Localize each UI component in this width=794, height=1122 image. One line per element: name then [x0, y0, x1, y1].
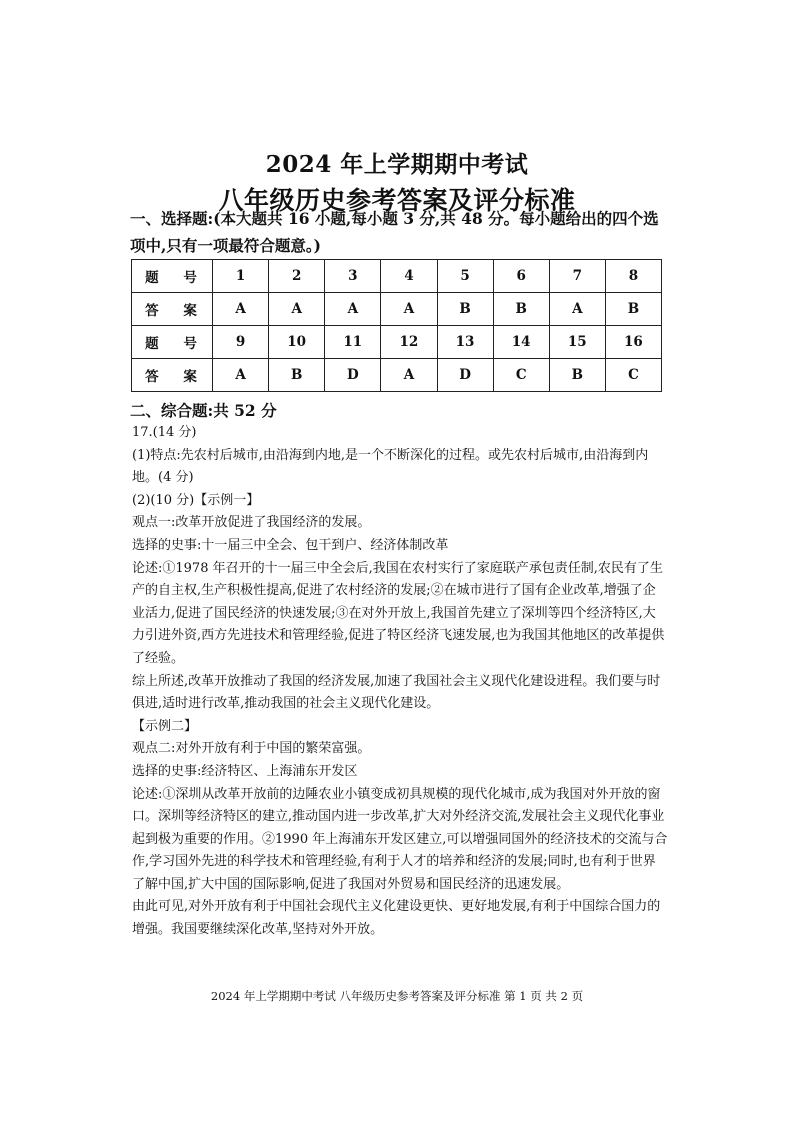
answer-table — [131, 259, 662, 392]
answer-cell: A — [325, 293, 381, 326]
answer-cell: C — [493, 359, 549, 392]
section1-heading: 一、选择题:(本大题共 16 小题,每小题 3 分,共 48 分。每小题给出的四个选项中,只有一项最符合题意。) — [130, 209, 659, 255]
question-number: 10 — [269, 326, 325, 359]
page-footer: 2024 年上学期期中考试 八年级历史参考答案及评分标准 第 1 页 共 2 页 — [210, 989, 584, 1003]
answer-cell: D — [437, 359, 493, 392]
answer-cell: B — [605, 293, 661, 326]
chosen-events-1: 选择的史事:十一届三中全会、包干到户、经济体制改革 — [132, 537, 449, 553]
question-number: 14 — [493, 326, 549, 359]
row-label-answer: 答 案 — [132, 359, 213, 392]
question-number: 15 — [549, 326, 605, 359]
table-row-answers-2 — [132, 359, 662, 392]
question-number: 7 — [549, 260, 605, 293]
answer-cell: A — [381, 359, 437, 392]
exam-title: 2024 年上学期期中考试 — [265, 151, 529, 178]
answer-cell: B — [493, 293, 549, 326]
section2-heading: 二、综合题:共 52 分 — [130, 401, 277, 420]
question-number: 1 — [213, 260, 269, 293]
question-number: 5 — [437, 260, 493, 293]
question-number: 9 — [213, 326, 269, 359]
argument-2: 论述:①深圳从改革开放前的边陲农业小镇变成初具规模的现代化城市,成为我国对外开放的窗口。深圳等经济特区的建立,推动国内进一步改革,扩大对外经济交流,发展社会主义现代化事业起到极为重要的作用。②1990 年上海浦东开发区建立,可以增强同国外的经济技术的交流与合作,学习国外先进的科学技术和管理经验,有利于人才的培养和经济的发展;同时,也有利于世界了解中国,扩大中国的国际影响,促进了我国对外贸易和国民经济的迅速发展。 — [132, 786, 668, 892]
answer-cell: A — [213, 359, 269, 392]
question-number: 6 — [493, 260, 549, 293]
answer-part-1: (1)特点:先农村后城市,由沿海到内地,是一个不断深化的过程。或先农村后城市,由沿海到内地。(4 分) — [132, 447, 649, 486]
answer-cell: C — [605, 359, 661, 392]
question-17-header: 17.(14 分) — [132, 425, 197, 440]
question-number: 2 — [269, 260, 325, 293]
question-number: 12 — [381, 326, 437, 359]
answer-cell: A — [213, 293, 269, 326]
argument-1: 论述:①1978 年召开的十一届三中全会后,我国在农村实行了家庭联产承包责任制,农民有了生产的自主权,生产积极性提高,促进了农村经济的发展;②在城市进行了国有企业改革,增强了企业活力,促进了国民经济的快速发展;③在对外开放上,我国首先建立了深圳等四个经济特区,大力引进外资,西方先进技术和管理经验,促进了特区经济飞速发展,也为我国其他地区的改革提供了经验。 — [132, 560, 665, 666]
answer-cell: A — [381, 293, 437, 326]
exam-subtitle: 八年级历史参考答案及评分标准 — [218, 186, 576, 215]
question-number: 4 — [381, 260, 437, 293]
conclusion-2: 由此可见,对外开放有利于中国社会现代主义化建设更快、更好地发展,有利于中国综合国力的增强。我国要继续深化改革,坚持对外开放。 — [132, 899, 661, 938]
answer-cell: A — [549, 293, 605, 326]
question-number: 3 — [325, 260, 381, 293]
question-number: 11 — [325, 326, 381, 359]
example-2-header: 【示例二】 — [132, 718, 198, 734]
answer-cell: A — [269, 293, 325, 326]
answer-cell: B — [437, 293, 493, 326]
answer-cell: B — [269, 359, 325, 392]
answer-body — [132, 422, 668, 942]
question-number: 16 — [605, 326, 661, 359]
answer-part-2-header: (2)(10 分)【示例一】 — [132, 492, 260, 508]
chosen-events-2: 选择的史事:经济特区、上海浦东开发区 — [132, 763, 358, 779]
row-label-number: 题 号 — [132, 326, 213, 359]
question-number: 8 — [605, 260, 661, 293]
table-row-numbers-1 — [132, 260, 662, 293]
table-row-numbers-2 — [132, 326, 662, 359]
conclusion-1: 综上所述,改革开放推动了我国的经济发展,加速了我国社会主义现代化建设进程。我们要与时俱进,适时进行改革,推动我国的社会主义现代化建设。 — [132, 673, 661, 712]
question-number: 13 — [437, 326, 493, 359]
answer-cell: D — [325, 359, 381, 392]
viewpoint-1: 观点一:改革开放促进了我国经济的发展。 — [132, 515, 371, 531]
viewpoint-2: 观点二:对外开放有利于中国的繁荣富强。 — [132, 741, 371, 757]
row-label-number: 题 号 — [132, 260, 213, 293]
answer-cell: B — [549, 359, 605, 392]
row-label-answer: 答 案 — [132, 293, 213, 326]
table-row-answers-1 — [132, 293, 662, 326]
